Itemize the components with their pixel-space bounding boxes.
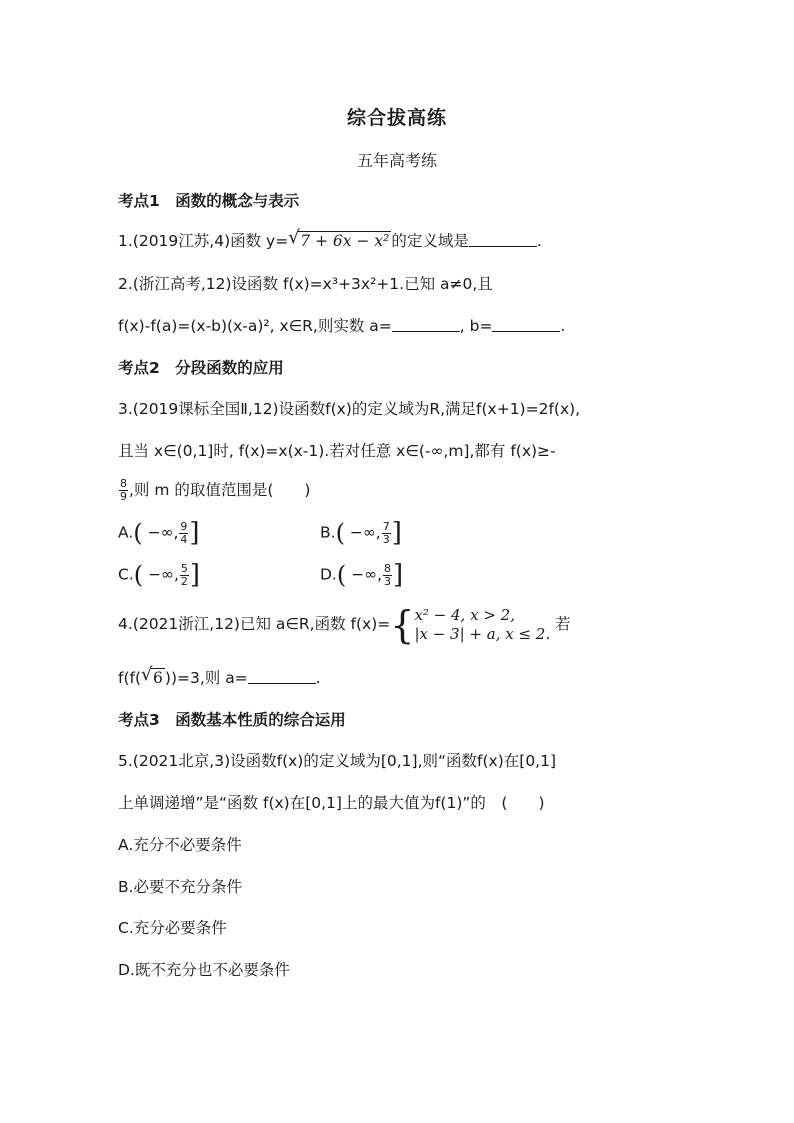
- sqrt-expression: [288, 227, 391, 252]
- question-3-line3: [118, 478, 310, 503]
- q4-radicand: 6: [153, 669, 163, 687]
- paren-left-icon: (: [335, 519, 345, 547]
- q5-option-c[interactable]: C.充分必要条件: [118, 919, 227, 937]
- frac-num: 7: [382, 519, 390, 533]
- q4-line2-prefix: f(f(: [118, 669, 142, 687]
- paren-left-icon: (: [133, 561, 144, 589]
- question-4-line2: [118, 664, 321, 689]
- q3-frac-num: 8: [120, 477, 127, 490]
- frac-num: 5: [180, 561, 188, 575]
- question-2-line2: [118, 315, 565, 337]
- q3-option-d[interactable]: [320, 560, 403, 590]
- option-fraction: [180, 563, 189, 588]
- cases: [414, 606, 550, 644]
- option-inner: −∞,: [349, 523, 381, 542]
- bracket-right-icon: ]: [391, 518, 402, 548]
- case-1: x² − 4, x > 2,: [414, 605, 515, 624]
- q3-line3-suffix: ,则 m 的取值范围是( ): [129, 481, 311, 499]
- frac-den: 3: [382, 532, 390, 546]
- q5-option-d[interactable]: D.既不充分也不必要条件: [118, 961, 290, 979]
- q4-suffix: 若: [550, 615, 571, 633]
- page-title: 综合拔高练: [346, 107, 447, 129]
- q3-option-a[interactable]: [118, 518, 200, 548]
- q3-option-c[interactable]: [118, 560, 200, 590]
- paren-left-icon: (: [133, 519, 143, 547]
- question-2-line1: 2.(浙江高考,12)设函数 f(x)=x³+3x²+1.已知 a≠0,且: [118, 275, 493, 293]
- q2-answer-blank-a[interactable]: [392, 317, 460, 332]
- q2-line2-prefix: f(x)-f(a)=(x-b)(x-a)², x∈R,则实数 a=: [118, 317, 392, 335]
- option-label: A.: [118, 523, 134, 542]
- brace-left-icon: {: [390, 602, 415, 647]
- q3-fraction: [119, 478, 128, 503]
- option-fraction: [382, 521, 391, 546]
- q5-option-a[interactable]: A.充分不必要条件: [118, 836, 242, 854]
- bracket-right-icon: ]: [189, 560, 201, 590]
- frac-den: 3: [384, 574, 392, 588]
- question-1: [118, 227, 542, 252]
- section-heading-1: 考点1 函数的概念与表示: [118, 192, 300, 210]
- option-fraction: [383, 563, 392, 588]
- bracket-right-icon: ]: [189, 518, 200, 548]
- q1-radicand: 7 + 6x − x²: [300, 232, 390, 250]
- q2-answer-blank-b[interactable]: [492, 317, 560, 332]
- question-4-line1: [118, 602, 571, 647]
- frac-den: 2: [180, 574, 188, 588]
- q4-end: .: [315, 669, 321, 687]
- q1-suffix: 的定义域是: [391, 232, 469, 250]
- option-inner: −∞,: [351, 565, 383, 584]
- sqrt-expression: [141, 664, 165, 689]
- option-label: C.: [118, 565, 134, 584]
- question-5-line1: 5.(2021北京,3)设函数f(x)的定义域为[0,1],则“函数f(x)在[0,1]: [118, 752, 557, 770]
- radical-sign-icon: √: [288, 227, 300, 248]
- frac-den: 4: [180, 532, 188, 546]
- question-5-line2: 上单调递增”是“函数 f(x)在[0,1]上的最大值为f(1)”的 ( ): [118, 794, 545, 812]
- option-fraction: [179, 521, 188, 546]
- option-label: D.: [320, 565, 337, 584]
- radical-sign-icon: √: [141, 664, 153, 685]
- q1-end: .: [536, 232, 542, 250]
- q4-prefix: 4.(2021浙江,12)已知 a∈R,函数 f(x)=: [118, 615, 391, 633]
- question-3-line2: 且当 x∈(0,1]时, f(x)=x(x-1).若对任意 x∈(-∞,m],都有 f(x)≥-: [118, 442, 556, 460]
- q4-answer-blank[interactable]: [248, 669, 316, 684]
- page-subtitle: 五年高考练: [356, 151, 437, 170]
- q3-frac-den: 9: [120, 490, 127, 503]
- q1-answer-blank[interactable]: [469, 232, 537, 247]
- question-3-line1: 3.(2019课标全国Ⅱ,12)设函数f(x)的定义域为R,满足f(x+1)=2f(x),: [118, 400, 581, 418]
- q2-line2-mid: , b=: [459, 317, 493, 335]
- option-inner: −∞,: [147, 523, 179, 542]
- q4-line2-suffix: ))=3,则 a=: [164, 669, 248, 687]
- section-heading-3: 考点3 函数基本性质的综合运用: [118, 711, 346, 729]
- q3-option-b[interactable]: [320, 518, 402, 548]
- frac-num: 9: [180, 519, 188, 533]
- option-inner: −∞,: [148, 565, 179, 584]
- paren-left-icon: (: [336, 561, 347, 589]
- section-heading-2: 考点2 分段函数的应用: [118, 359, 284, 377]
- q5-option-b[interactable]: B.必要不充分条件: [118, 878, 243, 896]
- frac-num: 8: [384, 561, 392, 575]
- bracket-right-icon: ]: [393, 560, 404, 590]
- piecewise-function: [390, 602, 551, 647]
- option-label: B.: [320, 523, 336, 542]
- q1-prefix: 1.(2019江苏,4)函数 y=: [118, 232, 289, 250]
- q2-end: .: [560, 317, 566, 335]
- case-2: |x − 3| + a, x ≤ 2.: [414, 624, 551, 643]
